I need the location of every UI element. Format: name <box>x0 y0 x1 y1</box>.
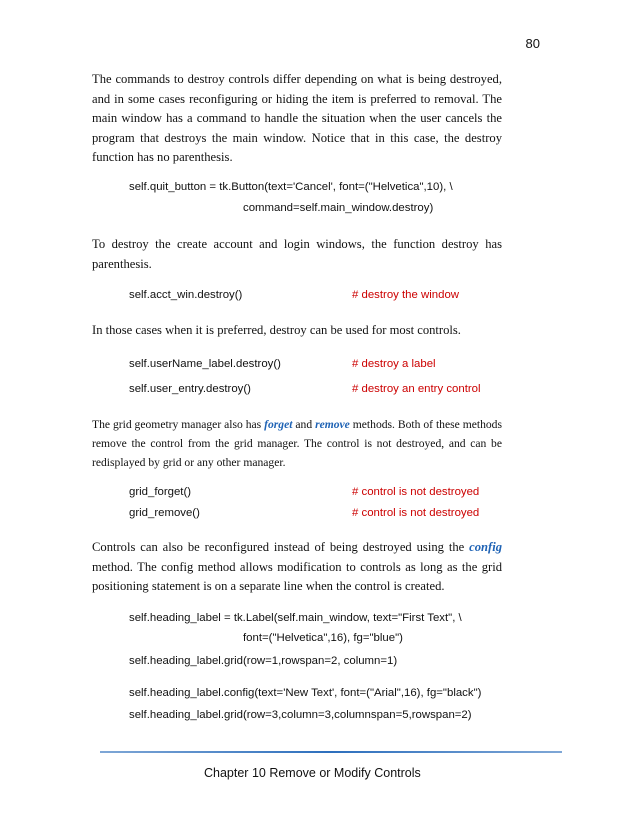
comment-destroy-label: # destroy a label <box>352 358 436 370</box>
paragraph-text: methods. Both of these methods remove the control from the grid manager. The control is not destroyed, and can be redisplayed by grid or any other manager. <box>92 418 502 469</box>
keyword-config: config <box>469 540 502 554</box>
paragraph-text: Controls can also be reconfigured instead of being destroyed using the <box>92 540 470 554</box>
code-quit-button-line1: self.quit_button = tk.Button(text='Cancel', font=("Helvetica",10), \ <box>129 181 453 193</box>
comment-destroy-window: # destroy the window <box>352 289 460 301</box>
code-acct-win-destroy: self.acct_win.destroy() <box>129 289 243 301</box>
code-heading-label-grid1: self.heading_label.grid(row=1,rowspan=2, column=1) <box>129 655 398 667</box>
paragraph-text: The grid geometry manager also has <box>92 418 265 431</box>
code-grid-forget: grid_forget() <box>129 486 192 498</box>
code-user-entry-destroy: self.user_entry.destroy() <box>129 383 251 395</box>
page-number: 80 <box>525 36 540 51</box>
paragraph-text: method. The config method allows modification to controls as long as the grid positioning statement is on a separate line when the control is created. <box>92 559 502 593</box>
paragraph-destroy-windows: To destroy the create account and login windows, the function destroy has parenthesis. <box>92 237 502 271</box>
paragraph-config <box>92 538 502 597</box>
code-heading-label-config: self.heading_label.config(text='New Text', font=("Arial",16), fg="black") <box>129 687 482 699</box>
comment-remove-not-destroyed: # control is not destroyed <box>352 507 480 519</box>
comment-destroy-entry: # destroy an entry control <box>352 383 481 395</box>
code-quit-button-line2: command=self.main_window.destroy) <box>243 202 434 214</box>
paragraph-destroy-intro: The commands to destroy controls differ depending on what is being destroyed, and in some cases reconfiguring or hiding the item is preferred to removal. The main window has a command to handle the situation when the user cancels the program that destroys the main window. Notice that in this case, the destroy function has no parenthesis. <box>92 72 502 164</box>
code-grid-remove: grid_remove() <box>129 507 200 519</box>
code-heading-label-grid2: self.heading_label.grid(row=3,column=3,columnspan=5,rowspan=2) <box>129 709 472 721</box>
paragraph-grid-forget-remove <box>92 415 502 472</box>
paragraph-text: and <box>292 418 316 431</box>
comment-forget-not-destroyed: # control is not destroyed <box>352 486 480 498</box>
code-heading-label-line1: self.heading_label = tk.Label(self.main_window, text="First Text", \ <box>129 612 462 624</box>
footer-divider <box>100 751 562 753</box>
keyword-forget: forget <box>264 418 293 431</box>
paragraph-destroy-controls: In those cases when it is preferred, destroy can be used for most controls. <box>92 323 461 337</box>
keyword-remove: remove <box>315 418 350 431</box>
code-heading-label-line2: font=("Helvetica",16), fg="blue") <box>243 632 403 644</box>
footer-chapter-title: Chapter 10 Remove or Modify Controls <box>204 766 421 780</box>
code-username-label-destroy: self.userName_label.destroy() <box>129 358 281 370</box>
